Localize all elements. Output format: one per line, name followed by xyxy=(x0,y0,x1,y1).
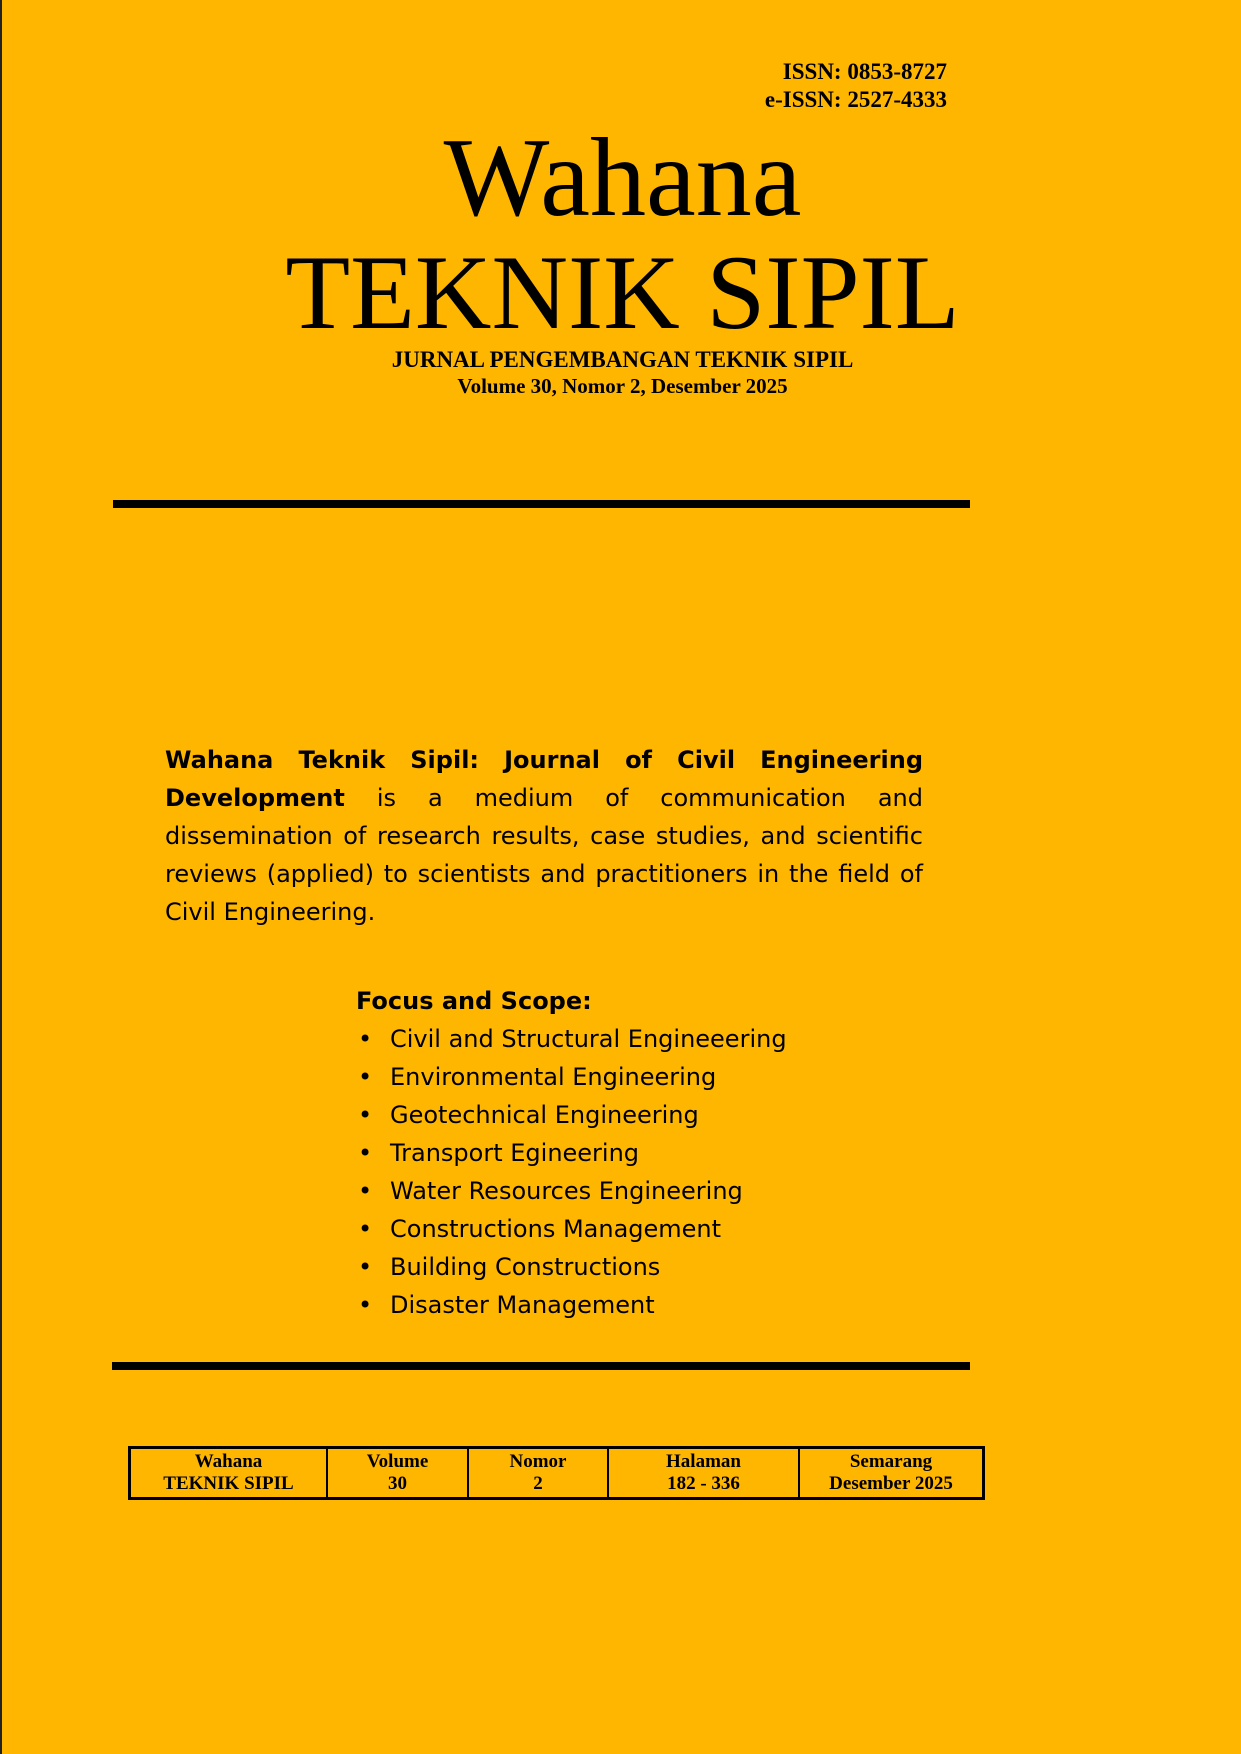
table-cell-pages xyxy=(608,1448,799,1499)
list-item xyxy=(356,1096,787,1134)
table-cell-journal xyxy=(130,1448,328,1499)
item-label: Environmental Engineering xyxy=(390,1063,717,1091)
bullet-icon: • xyxy=(358,1139,373,1167)
bullet-icon: • xyxy=(358,1291,373,1319)
description-bold: Wahana Teknik Sipil: Journal of Civil Engineering Development xyxy=(165,746,923,812)
table-cell-volume xyxy=(327,1448,468,1499)
bullet-icon: • xyxy=(358,1215,373,1243)
list-item xyxy=(356,1286,787,1324)
bullet-icon: • xyxy=(358,1253,373,1281)
table-cell-place-date xyxy=(799,1448,984,1499)
focus-scope xyxy=(356,982,787,1324)
item-label: Disaster Management xyxy=(390,1291,655,1319)
bullet-icon: • xyxy=(358,1063,373,1091)
cell-top: Halaman xyxy=(666,1451,741,1472)
cell-bottom: 182 - 336 xyxy=(667,1473,740,1494)
journal-title-wahana: Wahana xyxy=(443,116,802,240)
cell-bottom: 2 xyxy=(533,1473,543,1494)
issue-info: Volume 30, Nomor 2, Desember 2025 xyxy=(457,374,788,398)
cell-bottom: Desember 2025 xyxy=(829,1473,953,1494)
item-label: Constructions Management xyxy=(390,1215,722,1243)
item-label: Water Resources Engineering xyxy=(390,1177,743,1205)
bullet-icon: • xyxy=(358,1177,373,1205)
item-label: Civil and Structural Engineeering xyxy=(390,1025,787,1053)
issue-info-table xyxy=(128,1446,985,1500)
focus-heading: Focus and Scope: xyxy=(356,987,592,1015)
list-item xyxy=(356,1172,787,1210)
cell-top: Wahana xyxy=(194,1451,263,1472)
issn: ISSN: 0853-8727 xyxy=(782,59,947,84)
journal-subtitle: JURNAL PENGEMBANGAN TEKNIK SIPIL xyxy=(391,347,854,372)
table-cell-number xyxy=(468,1448,608,1499)
table-row xyxy=(130,1448,984,1499)
list-item xyxy=(356,1210,787,1248)
item-label: Geotechnical Engineering xyxy=(390,1101,699,1129)
e-issn: e-ISSN: 2527-4333 xyxy=(764,87,947,112)
bullet-icon: • xyxy=(358,1101,373,1129)
issn-block xyxy=(765,58,947,114)
journal-title-teknik-sipil: TEKNIK SIPIL xyxy=(285,234,960,351)
bullet-icon: • xyxy=(358,1025,373,1053)
cell-top: Volume xyxy=(366,1451,429,1472)
item-label: Transport Egineering xyxy=(390,1139,640,1167)
description-text: is a medium of communication and dissemination of research results, case studies, and scientific reviews (applied) to scientists and practitioners in the field of Civil Engineering. xyxy=(165,784,923,926)
cell-bottom: 30 xyxy=(388,1473,407,1494)
list-item xyxy=(356,1248,787,1286)
cell-top: Semarang xyxy=(849,1451,933,1472)
list-item xyxy=(356,1020,787,1058)
focus-list xyxy=(356,1020,787,1324)
cell-top: Nomor xyxy=(509,1451,567,1472)
item-label: Building Constructions xyxy=(390,1253,661,1281)
journal-description xyxy=(165,741,923,931)
top-divider xyxy=(113,500,970,508)
list-item xyxy=(356,1134,787,1172)
cell-bottom: TEKNIK SIPIL xyxy=(163,1473,294,1494)
bottom-divider xyxy=(112,1362,970,1370)
list-item xyxy=(356,1058,787,1096)
